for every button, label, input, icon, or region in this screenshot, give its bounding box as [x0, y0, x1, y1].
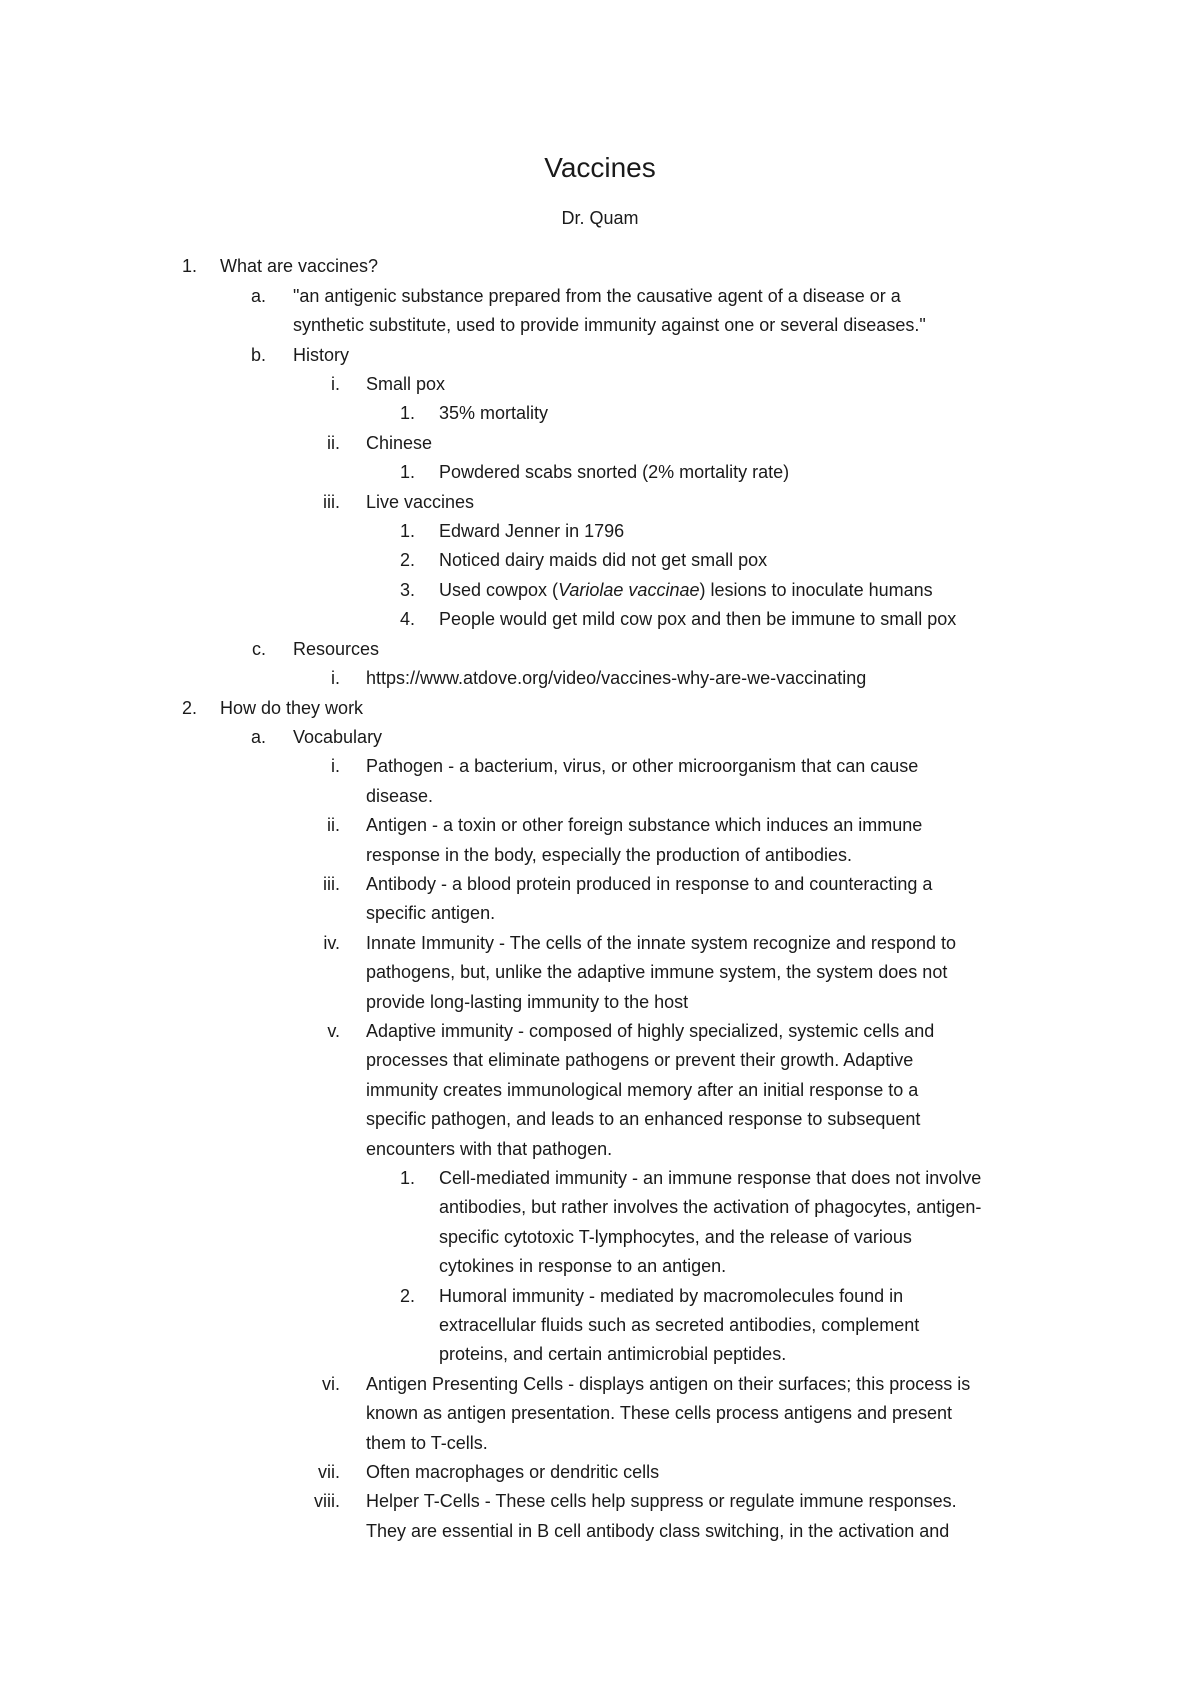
vocab-line: extracellular fluids such as secreted antibodies, complement	[439, 1315, 920, 1335]
list-marker: i.	[331, 668, 340, 688]
vocab-line: Humoral immunity - mediated by macromolecules found in	[439, 1286, 904, 1306]
vocab-line: Antibody - a blood protein produced in response to and counteracting a	[366, 874, 933, 894]
list-item: Noticed dairy maids did not get small pox	[439, 550, 768, 570]
list-item: 35% mortality	[439, 403, 549, 423]
text-segment: Used cowpox (	[439, 580, 559, 600]
vocab-line: encounters with that pathogen.	[366, 1139, 613, 1159]
vocab-line: pathogens, but, unlike the adaptive immune system, the system does not	[366, 962, 948, 982]
list-marker: 4.	[399, 609, 415, 629]
list-marker: 1.	[399, 521, 415, 541]
list-marker: a.	[250, 727, 266, 747]
list-marker: 1.	[399, 1168, 415, 1188]
vocab-line: They are essential in B cell antibody class switching, in the activation and	[366, 1521, 950, 1541]
list-item: Powdered scabs snorted (2% mortality rate)	[439, 462, 790, 482]
list-item: Chinese	[366, 433, 433, 453]
vocab-line: disease.	[366, 786, 434, 806]
document-author: Dr. Quam	[561, 208, 639, 228]
vocab-line: Antigen - a toxin or other foreign substance which induces an immune	[366, 815, 923, 835]
vocab-line: Helper T-Cells - These cells help suppress or regulate immune responses.	[366, 1491, 957, 1511]
vocab-line: Often macrophages or dendritic cells	[366, 1462, 660, 1482]
species-name: Variolae vaccinae	[558, 580, 700, 600]
vocab-line: Innate Immunity - The cells of the innate system recognize and respond to	[366, 933, 956, 953]
list-marker: iii.	[323, 874, 340, 894]
list-marker: 1.	[399, 462, 415, 482]
list-item	[439, 578, 933, 602]
list-marker: a.	[250, 286, 266, 306]
vocab-line: Antigen Presenting Cells - displays antigen on their surfaces; this process is	[366, 1374, 971, 1394]
list-marker: 1.	[181, 256, 197, 276]
list-item: Live vaccines	[366, 492, 475, 512]
vocab-line: response in the body, especially the production of antibodies.	[366, 845, 852, 865]
list-marker: v.	[327, 1021, 340, 1041]
vocab-line: provide long-lasting immunity to the host	[366, 992, 689, 1012]
vocab-line: proteins, and certain antimicrobial peptides.	[439, 1344, 787, 1364]
list-marker: b.	[250, 345, 266, 365]
definition-line: "an antigenic substance prepared from the causative agent of a disease or a	[293, 286, 901, 306]
vocab-line: Pathogen - a bacterium, virus, or other microorganism that can cause	[366, 756, 919, 776]
list-item: Small pox	[366, 374, 446, 394]
list-marker: 2.	[399, 1286, 415, 1306]
vocab-line: specific cytotoxic T-lymphocytes, and the release of various	[439, 1227, 912, 1247]
vocab-line: Adaptive immunity - composed of highly specialized, systemic cells and	[366, 1021, 935, 1041]
document-title: Vaccines	[544, 152, 656, 183]
list-marker: vii.	[318, 1462, 340, 1482]
section-heading: How do they work	[220, 698, 364, 718]
resource-link[interactable]: https://www.atdove.org/video/vaccines-why-are-we-vaccinating	[366, 668, 867, 688]
list-item: Vocabulary	[293, 727, 383, 747]
vocab-line: known as antigen presentation. These cells process antigens and present	[366, 1403, 953, 1423]
section-heading: What are vaccines?	[220, 256, 379, 276]
list-item: Edward Jenner in 1796	[439, 521, 625, 541]
list-item: History	[293, 345, 350, 365]
list-marker: 2.	[399, 550, 415, 570]
list-marker: 1.	[399, 403, 415, 423]
list-marker: c.	[251, 639, 266, 659]
list-item: Resources	[293, 639, 380, 659]
vocab-line: immunity creates immunological memory after an initial response to a	[366, 1080, 919, 1100]
text-segment: ) lesions to inoculate humans	[699, 580, 933, 600]
vocab-line: Cell-mediated immunity - an immune response that does not involve	[439, 1168, 982, 1188]
list-marker: i.	[331, 756, 340, 776]
list-marker: iii.	[323, 492, 340, 512]
list-marker: ii.	[327, 433, 340, 453]
vocab-line: cytokines in response to an antigen.	[439, 1256, 727, 1276]
list-marker: ii.	[327, 815, 340, 835]
vocab-line: specific antigen.	[366, 903, 496, 923]
list-marker: 2.	[181, 698, 197, 718]
list-marker: vi.	[322, 1374, 340, 1394]
list-marker: i.	[331, 374, 340, 394]
vocab-line: processes that eliminate pathogens or prevent their growth. Adaptive	[366, 1050, 914, 1070]
list-item: People would get mild cow pox and then be immune to small pox	[439, 609, 957, 629]
list-marker: 3.	[399, 580, 415, 600]
vocab-line: antibodies, but rather involves the activation of phagocytes, antigen-	[439, 1197, 982, 1217]
list-marker: iv.	[323, 933, 340, 953]
vocab-line: them to T-cells.	[366, 1433, 488, 1453]
vocab-line: specific pathogen, and leads to an enhanced response to subsequent	[366, 1109, 921, 1129]
list-marker: viii.	[314, 1491, 340, 1511]
definition-line: synthetic substitute, used to provide immunity against one or several diseases."	[293, 315, 926, 335]
